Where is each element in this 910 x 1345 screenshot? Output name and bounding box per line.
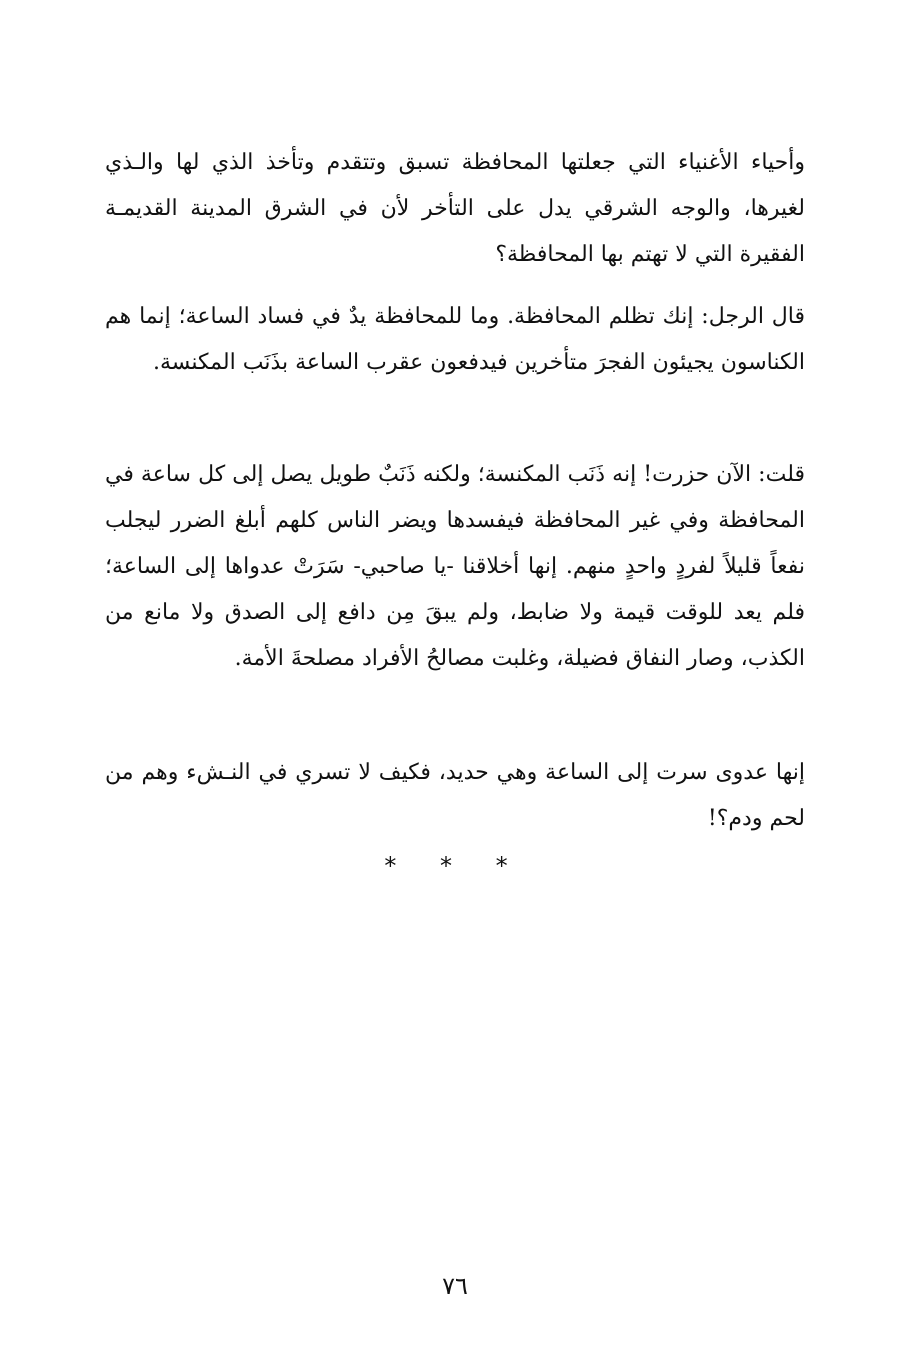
paragraph-2 bbox=[105, 294, 805, 386]
paragraph-4 bbox=[105, 750, 805, 842]
section-separator: * * * bbox=[384, 852, 526, 880]
paragraph-2-text: قال الرجل: إنك تظلم المحافظة. وما للمحافظة يدٌ في فساد الساعة؛ إنما هم الكناسون يجيئون الفجرَ متأخرين فيدفعون عقرب الساعة بذَنَب المكنسة. bbox=[105, 304, 805, 375]
page-number: ٧٦ bbox=[442, 1272, 468, 1300]
paragraph-1 bbox=[105, 140, 805, 278]
paragraph-1-text: وأحياء الأغنياء التي جعلتها المحافظة تسبق وتتقدم وتأخذ الذي لها والـذي لغيرها، والوجه الشرقي يدل على التأخر لأن في الشرق المدينة القديمـة الفقيرة التي لا تهتم بها المحافظة؟ bbox=[105, 150, 805, 267]
paragraph-4-text: إنها عدوى سرت إلى الساعة وهي حديد، فكيف لا تسري في النـشء وهم من لحم ودم؟! bbox=[105, 760, 805, 831]
paragraph-3 bbox=[105, 452, 805, 682]
paragraph-3-text: قلت: الآن حزرت! إنه ذَنَب المكنسة؛ ولكنه ذَنَبٌ طويل يصل إلى كل ساعة في المحافظة وفي غير المحافظة فيفسدها ويضر الناس كلهم أبلغ الضرر ليجلب نفعاً قليلاً لفردٍ واحدٍ منهم. إنها أخلاقنا -يا صاحبي- سَرَتْ عدواها إلى الساعة؛ فلم يعد للوقت قيمة ولا ضابط، ولم يبقَ مِن دافع إلى الصدق ولا مانع من الكذب، وصار النفاق فضيلة، وغلبت مصالحُ الأفراد مصلحةَ الأمة. bbox=[105, 462, 806, 671]
